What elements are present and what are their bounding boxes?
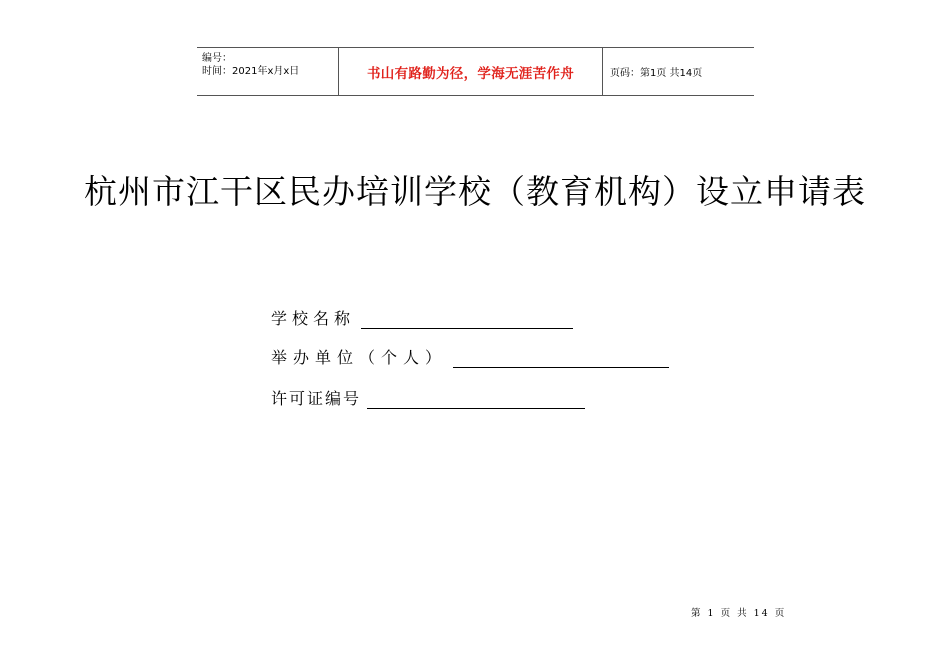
time-label: 时间：2021年x月x日 — [202, 66, 300, 77]
number-label: 编号： — [202, 53, 232, 64]
school-name-label: 学校名称 — [271, 309, 356, 328]
header-page-cell — [603, 48, 754, 95]
header-motto-cell — [338, 48, 603, 95]
page-title: 杭州市江干区民办培训学校（教育机构）设立申请表 — [84, 172, 866, 211]
license-number-label: 许可证编号 — [271, 389, 362, 408]
organizer-blank[interactable] — [453, 349, 669, 368]
license-number-field — [271, 386, 585, 409]
motto-text: 书山有路勤为径，学海无涯苦作舟 — [367, 65, 574, 82]
page-info: 页码：第1页 共14页 — [610, 68, 703, 79]
footer-page-number: 第 1 页 共 14 页 — [691, 608, 787, 619]
school-name-field — [271, 306, 573, 329]
school-name-blank[interactable] — [361, 310, 573, 329]
organizer-label: 举办单位（个人） — [271, 348, 448, 367]
organizer-field — [271, 345, 669, 368]
license-number-blank[interactable] — [367, 390, 585, 409]
header-meta-cell — [197, 48, 338, 95]
header-table — [197, 47, 754, 96]
